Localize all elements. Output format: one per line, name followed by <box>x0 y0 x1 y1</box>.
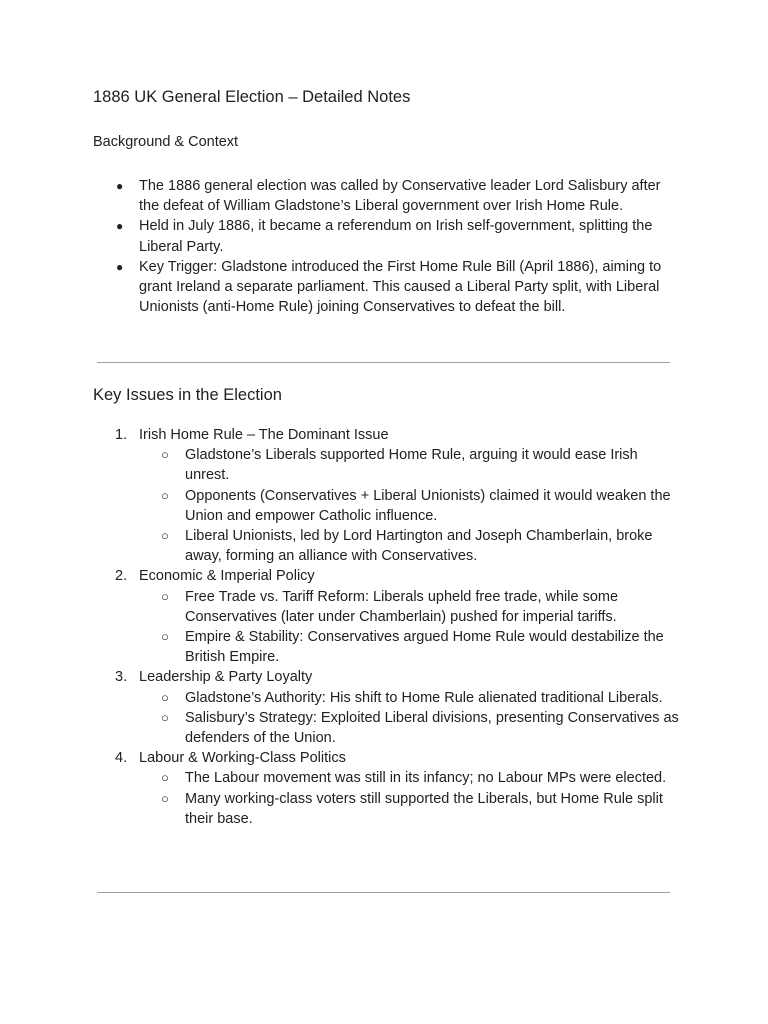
sub-bullet-list <box>139 768 683 829</box>
list-item <box>93 176 683 216</box>
list-item <box>93 216 683 256</box>
numbered-item-label: Labour & Working-Class Politics <box>139 750 346 767</box>
sub-bullet-list <box>139 688 683 749</box>
hollow-bullet-icon: ○ <box>161 447 169 463</box>
background-bullet-list <box>93 176 683 317</box>
list-item <box>93 257 683 318</box>
sub-list-item-text: Gladstone’s Authority: His shift to Home Rule alienated traditional Liberals. <box>185 689 663 706</box>
hollow-bullet-icon: ○ <box>161 790 169 806</box>
list-item-text: The 1886 general election was called by Conservative leader Lord Salisbury after the defeat of William Gladstone’s Liberal government over Irish Home Rule. <box>139 178 661 215</box>
numbered-item-leadership <box>93 667 683 748</box>
sub-list-item <box>139 526 683 566</box>
hollow-bullet-icon: ○ <box>161 588 169 604</box>
sub-list-item-text: Liberal Unionists, led by Lord Hartington and Joseph Chamberlain, broke away, forming an alliance with Conservatives. <box>185 528 653 565</box>
item-number: 2. <box>115 568 128 585</box>
sub-list-item <box>139 768 683 788</box>
hollow-bullet-icon: ○ <box>161 629 169 645</box>
key-issues-numbered-list <box>93 425 683 829</box>
sub-list-item <box>139 688 683 708</box>
list-item-text: Key Trigger: Gladstone introduced the First Home Rule Bill (April 1886), aiming to grant Ireland a separate parliament. This caused a Liberal Party split, with Liberal Unionists (anti-Home Rule) joining Conservatives to defeat the bill. <box>139 258 662 316</box>
sub-list-item <box>139 708 683 748</box>
hollow-bullet-icon: ○ <box>161 528 169 544</box>
sub-list-item-text: Many working-class voters still supported the Liberals, but Home Rule split their base. <box>185 790 663 827</box>
hollow-bullet-icon: ○ <box>161 487 169 503</box>
sub-list-item <box>139 445 683 485</box>
sub-list-item <box>139 587 683 627</box>
bullet-icon: ● <box>116 219 124 234</box>
bullet-icon: ● <box>116 259 124 274</box>
section-heading-background: Background & Context <box>93 134 239 150</box>
sub-bullet-list <box>139 445 683 566</box>
sub-list-item-text: Opponents (Conservatives + Liberal Unionists) claimed it would weaken the Union and empower Catholic influence. <box>185 487 671 524</box>
sub-bullet-list <box>139 587 683 668</box>
sub-list-item <box>139 789 683 829</box>
item-number: 3. <box>115 669 128 686</box>
bullet-icon: ● <box>116 179 124 193</box>
section-heading-key-issues: Key Issues in the Election <box>93 386 282 404</box>
horizontal-divider <box>97 892 670 893</box>
hollow-bullet-icon: ○ <box>161 770 169 786</box>
numbered-item-irish-home-rule <box>93 425 683 566</box>
item-number: 1. <box>115 427 128 443</box>
sub-list-item-text: Empire & Stability: Conservatives argued Home Rule would destabilize the British Empire. <box>185 629 664 666</box>
hollow-bullet-icon: ○ <box>161 689 169 705</box>
numbered-item-label: Economic & Imperial Policy <box>139 568 315 585</box>
numbered-item-label: Leadership & Party Loyalty <box>139 669 313 686</box>
sub-list-item <box>139 486 683 526</box>
page-title: 1886 UK General Election – Detailed Notes <box>93 88 411 106</box>
horizontal-divider <box>97 362 670 363</box>
sub-list-item-text: Free Trade vs. Tariff Reform: Liberals upheld free trade, while some Conservatives (later under Chamberlain) pushed for imperial tariffs. <box>185 588 619 625</box>
numbered-item-label: Irish Home Rule – The Dominant Issue <box>139 427 389 443</box>
item-number: 4. <box>115 750 128 767</box>
hollow-bullet-icon: ○ <box>161 709 169 725</box>
sub-list-item-text: The Labour movement was still in its infancy; no Labour MPs were elected. <box>185 770 667 787</box>
sub-list-item <box>139 627 683 667</box>
list-item-text: Held in July 1886, it became a referendum on Irish self-government, splitting the Liberal Party. <box>139 218 653 255</box>
sub-list-item-text: Gladstone’s Liberals supported Home Rule, arguing it would ease Irish unrest. <box>185 447 638 484</box>
numbered-item-labour <box>93 748 683 829</box>
numbered-item-economic-policy <box>93 566 683 667</box>
sub-list-item-text: Salisbury’s Strategy: Exploited Liberal divisions, presenting Conservatives as defenders of the Union. <box>185 709 679 747</box>
